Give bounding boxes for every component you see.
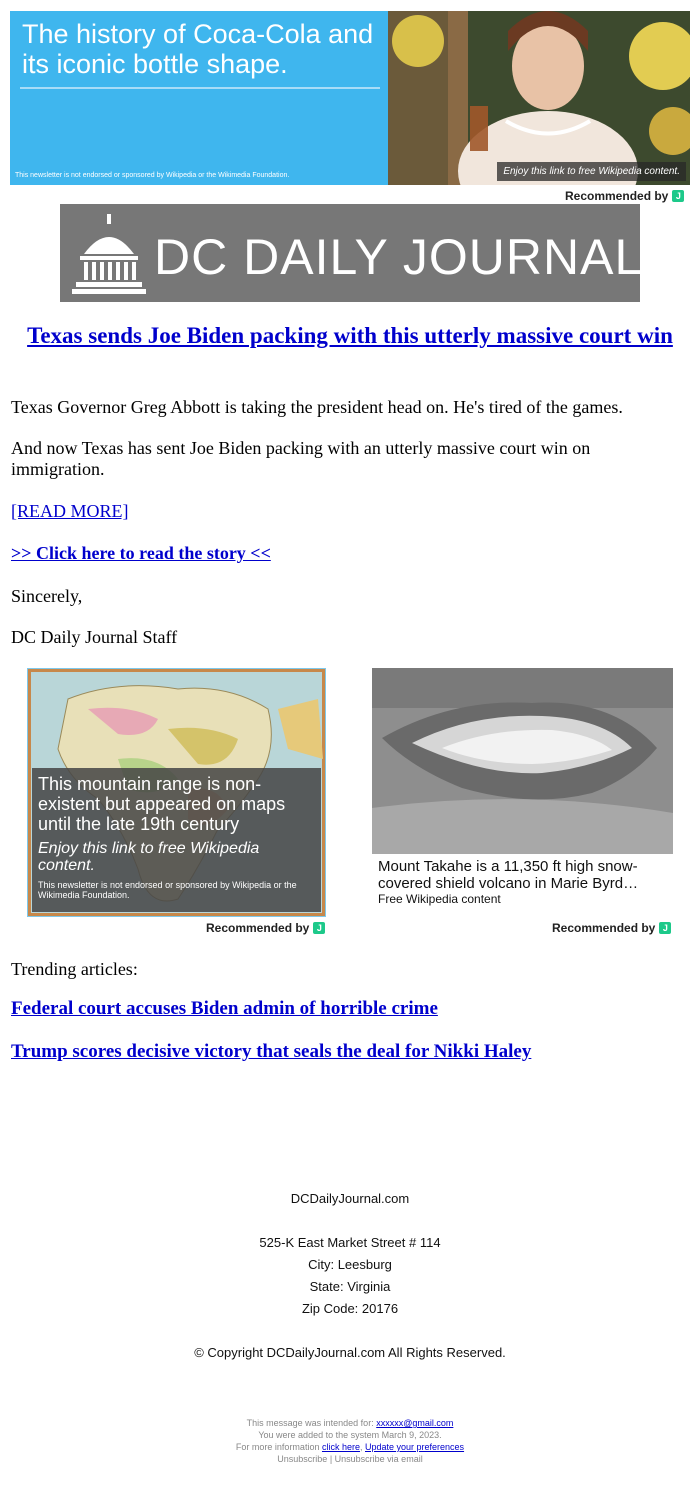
ad-card-right[interactable] [372, 668, 673, 854]
footer-street: 525-K East Market Street # 114 [259, 1235, 441, 1250]
ad-left-disclaimer: This newsletter is not endorsed or sponsored by Wikipedia or the Wikimedia Foundation. [38, 880, 297, 900]
intended-prefix: This message was intended for: [246, 1418, 374, 1428]
ad-right-title[interactable]: Mount Takahe is a 11,350 ft high snow-covered shield volcano in Marie Byrd… [378, 858, 639, 892]
signature: DC Daily Journal Staff [11, 627, 178, 647]
footer-domain: DCDailyJournal.com [290, 1191, 410, 1206]
more-info-line: For more information click here, Update your preferences [235, 1442, 465, 1452]
footer-copyright: © Copyright DCDailyJournal.com All Rights Reserved. [194, 1345, 506, 1360]
click-here-link[interactable]: click here [321, 1442, 360, 1452]
footer-state: State: Virginia [309, 1279, 391, 1294]
recipient-email-link[interactable]: xxxxxx@gmail.com [376, 1418, 454, 1428]
banner-image[interactable] [388, 11, 690, 185]
banner-disclaimer: This newsletter is not endorsed or sponsored by Wikipedia or the Wikimedia Foundation. [15, 172, 290, 179]
footer-city: City: Leesburg [308, 1257, 392, 1272]
logo-text: DC DAILY JOURNAL [154, 229, 644, 285]
footer-zip: Zip Code: 20176 [301, 1301, 399, 1316]
banner-caption[interactable]: Enjoy this link to free Wikipedia content. [497, 162, 686, 181]
recommended-label: Recommended by [552, 921, 656, 935]
capitol-dome-icon [70, 212, 148, 296]
recommender-logo-icon: J [313, 922, 325, 934]
recommended-label: Recommended by [206, 921, 310, 935]
unsubscribe-email-link[interactable]: Unsubscribe via email [334, 1454, 423, 1464]
read-story-link[interactable]: >> Click here to read the story << [11, 543, 271, 563]
recommender-logo-icon: J [672, 190, 684, 202]
trending-label: Trending articles: [11, 959, 138, 979]
article-paragraph-2: And now Texas has sent Joe Biden packing with an utterly massive court win on immigration. [11, 438, 591, 479]
article-paragraph-1: Texas Governor Greg Abbott is taking the president head on. He's tired of the games. [11, 397, 623, 417]
ad-left-cta[interactable]: Enjoy this link to free Wikipedia content. [38, 840, 260, 874]
ad-card-left[interactable] [27, 668, 326, 917]
ad-right-subtitle[interactable]: Free Wikipedia content [378, 892, 501, 906]
recommended-by-right[interactable] [552, 921, 671, 935]
unsubscribe-line: Unsubscribe | Unsubscribe via email [277, 1454, 423, 1464]
added-date-line: You were added to the system March 9, 2023. [258, 1430, 442, 1440]
recommended-by-left[interactable] [206, 921, 325, 935]
banner-title[interactable]: The history of Coca-Cola and its iconic bottle shape. [22, 19, 374, 79]
ad-left-title[interactable]: This mountain range is non-existent but appeared on maps until the late 19th century [38, 774, 286, 834]
banner-divider [20, 87, 380, 89]
unsubscribe-link[interactable]: Unsubscribe [277, 1454, 328, 1464]
sign-off: Sincerely, [11, 586, 83, 606]
mount-takahe-image[interactable] [372, 668, 673, 854]
recommended-by-top[interactable] [565, 189, 684, 203]
recommended-label: Recommended by [565, 189, 669, 203]
article-headline-link[interactable]: Texas sends Joe Biden packing with this utterly massive court win [27, 323, 673, 348]
update-preferences-link[interactable]: Update your preferences [365, 1442, 465, 1452]
read-more-link[interactable]: [READ MORE] [11, 501, 129, 521]
ad-left-overlay[interactable] [32, 768, 321, 912]
banner-ad[interactable] [10, 11, 690, 185]
trending-link-2[interactable]: Trump scores decisive victory that seals the deal for Nikki Haley [11, 1041, 532, 1062]
more-info-prefix: For more information [235, 1442, 320, 1452]
trending-link-1[interactable]: Federal court accuses Biden admin of horrible crime [11, 998, 438, 1019]
dc-daily-journal-logo [60, 204, 644, 302]
recommender-logo-icon: J [659, 922, 671, 934]
intended-for-line [0, 1418, 700, 1429]
